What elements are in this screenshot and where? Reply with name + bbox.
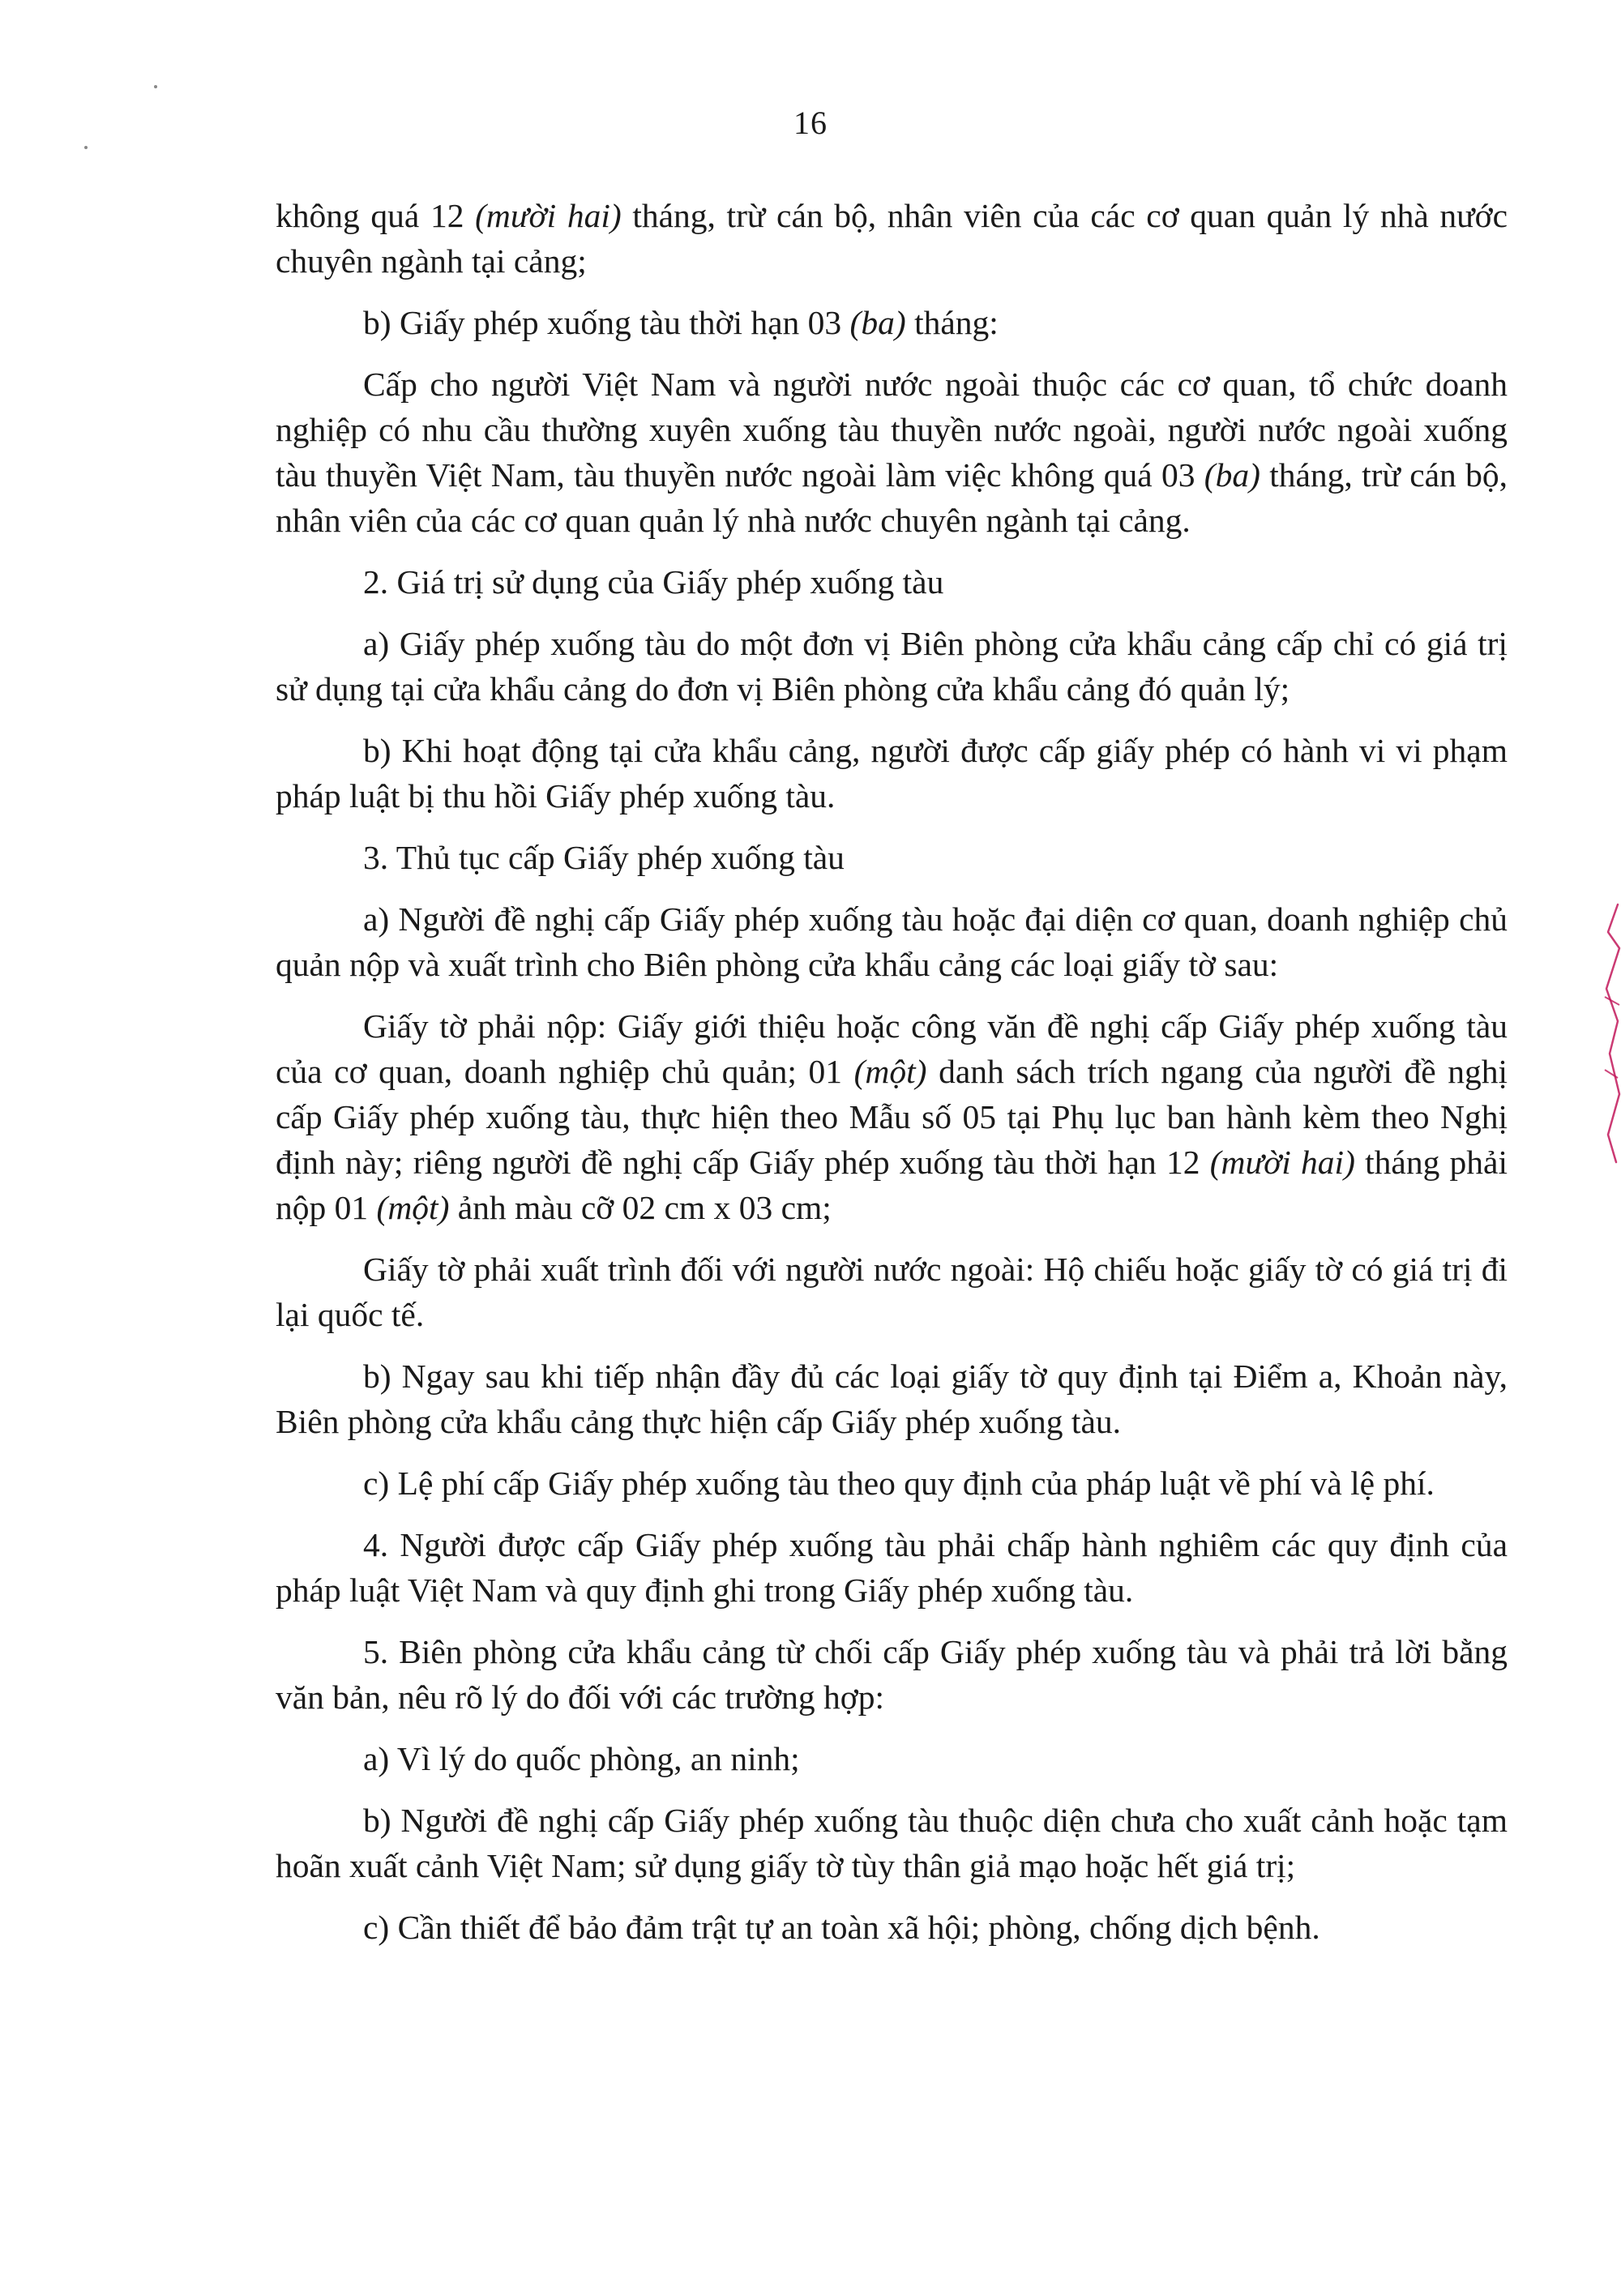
paragraph-text: danh sách trích ngang của người đề nghị cấp Giấy phép xuống tàu, thực hiện theo Mẫu số 05 tại Phụ lục ban hành kèm theo Nghị định này; riêng người đề nghị cấp Giấy phép xuống tàu thời hạn 12 <box>276 1053 1508 1181</box>
paragraph <box>276 1629 1508 1720</box>
paragraph-text: b) Ngay sau khi tiếp nhận đầy đủ các loại giấy tờ quy định tại Điểm a, Khoản này, Biên phòng cửa khẩu cảng thực hiện cấp Giấy phép xuống tàu. <box>276 1358 1508 1440</box>
paragraph-text: tháng phải nộp 01 <box>276 1144 1508 1226</box>
paragraph <box>276 1246 1508 1337</box>
paragraph <box>276 1522 1508 1613</box>
paragraph <box>276 728 1508 819</box>
paragraph <box>276 1003 1508 1230</box>
document-body <box>276 193 1508 1966</box>
paragraph-text: tháng, trừ cán bộ, nhân viên của các cơ quan quản lý nhà nước chuyên ngành tại cảng; <box>276 197 1508 280</box>
paragraph-text: không quá 12 <box>276 197 476 234</box>
paragraph-text: c) Lệ phí cấp Giấy phép xuống tàu theo quy định của pháp luật về phí và lệ phí. <box>363 1464 1435 1502</box>
paragraph-text: b) Khi hoạt động tại cửa khẩu cảng, người được cấp giấy phép có hành vi vi phạm pháp luật bị thu hồi Giấy phép xuống tàu. <box>276 732 1508 815</box>
paragraph <box>276 1905 1508 1950</box>
paragraph-text: 4. Người được cấp Giấy phép xuống tàu phải chấp hành nghiêm các quy định của pháp luật Việt Nam và quy định ghi trong Giấy phép xuống tàu. <box>276 1526 1508 1609</box>
italic-text: (ba) <box>849 304 906 341</box>
page-number: 16 <box>793 105 828 141</box>
paragraph-text: c) Cần thiết để bảo đảm trật tự an toàn xã hội; phòng, chống dịch bệnh. <box>363 1909 1320 1946</box>
paragraph-text: a) Giấy phép xuống tàu do một đơn vị Biên phòng cửa khẩu cảng cấp chỉ có giá trị sử dụng tại cửa khẩu cảng do đơn vị Biên phòng cửa khẩu cảng đó quản lý; <box>276 625 1508 708</box>
paragraph <box>276 896 1508 987</box>
margin-signature-mark <box>1602 900 1621 1167</box>
paragraph-text: 2. Giá trị sử dụng của Giấy phép xuống tàu <box>363 563 944 601</box>
paragraph <box>276 1353 1508 1444</box>
paragraph-text: Cấp cho người Việt Nam và người nước ngoài thuộc các cơ quan, tổ chức doanh nghiệp có nhu cầu thường xuyên xuống tàu thuyền nước ngoài, người nước ngoài xuống tàu thuyền Việt Nam, tàu thuyền nước ngoài làm việc không quá 03 <box>276 366 1508 494</box>
italic-text: (mười hai) <box>475 197 622 234</box>
paragraph <box>276 1460 1508 1506</box>
italic-text: (một) <box>853 1053 927 1090</box>
paragraph <box>276 1798 1508 1888</box>
paragraph-text: a) Người đề nghị cấp Giấy phép xuống tàu hoặc đại diện cơ quan, doanh nghiệp chủ quản nộp và xuất trình cho Biên phòng cửa khẩu cảng các loại giấy tờ sau: <box>276 900 1508 983</box>
scan-speck <box>154 85 157 88</box>
paragraph <box>276 193 1508 284</box>
italic-text: (một) <box>376 1189 450 1226</box>
paragraph-text: ảnh màu cỡ 02 cm x 03 cm; <box>449 1189 832 1226</box>
paragraph-text: b) Giấy phép xuống tàu thời hạn 03 <box>363 304 850 341</box>
paragraph-text: tháng: <box>905 304 999 341</box>
paragraph-text: b) Người đề nghị cấp Giấy phép xuống tàu thuộc diện chưa cho xuất cảnh hoặc tạm hoãn xuất cảnh Việt Nam; sử dụng giấy tờ tùy thân giả mạo hoặc hết giá trị; <box>276 1802 1508 1884</box>
paragraph-text: Giấy tờ phải xuất trình đối với người nước ngoài: Hộ chiếu hoặc giấy tờ có giá trị đi lại quốc tế. <box>276 1251 1508 1333</box>
paragraph <box>276 361 1508 543</box>
paragraph-text: 3. Thủ tục cấp Giấy phép xuống tàu <box>363 839 845 876</box>
paragraph <box>276 621 1508 712</box>
italic-text: (ba) <box>1204 456 1260 494</box>
paragraph-text: Giấy tờ phải nộp: Giấy giới thiệu hoặc công văn đề nghị cấp Giấy phép xuống tàu của cơ quan, doanh nghiệp chủ quản; 01 <box>276 1007 1508 1090</box>
paragraph-text: tháng, trừ cán bộ, nhân viên của các cơ quan quản lý nhà nước chuyên ngành tại cảng. <box>276 456 1508 539</box>
paragraph <box>276 300 1508 345</box>
paragraph <box>276 835 1508 880</box>
paragraph-text: a) Vì lý do quốc phòng, an ninh; <box>363 1740 800 1777</box>
paragraph-text: 5. Biên phòng cửa khẩu cảng từ chối cấp Giấy phép xuống tàu và phải trả lời bằng văn bản, nêu rõ lý do đối với các trường hợp: <box>276 1633 1508 1716</box>
italic-text: (mười hai) <box>1209 1144 1355 1181</box>
paragraph <box>276 1736 1508 1781</box>
paragraph <box>276 559 1508 605</box>
scan-speck <box>84 146 88 149</box>
